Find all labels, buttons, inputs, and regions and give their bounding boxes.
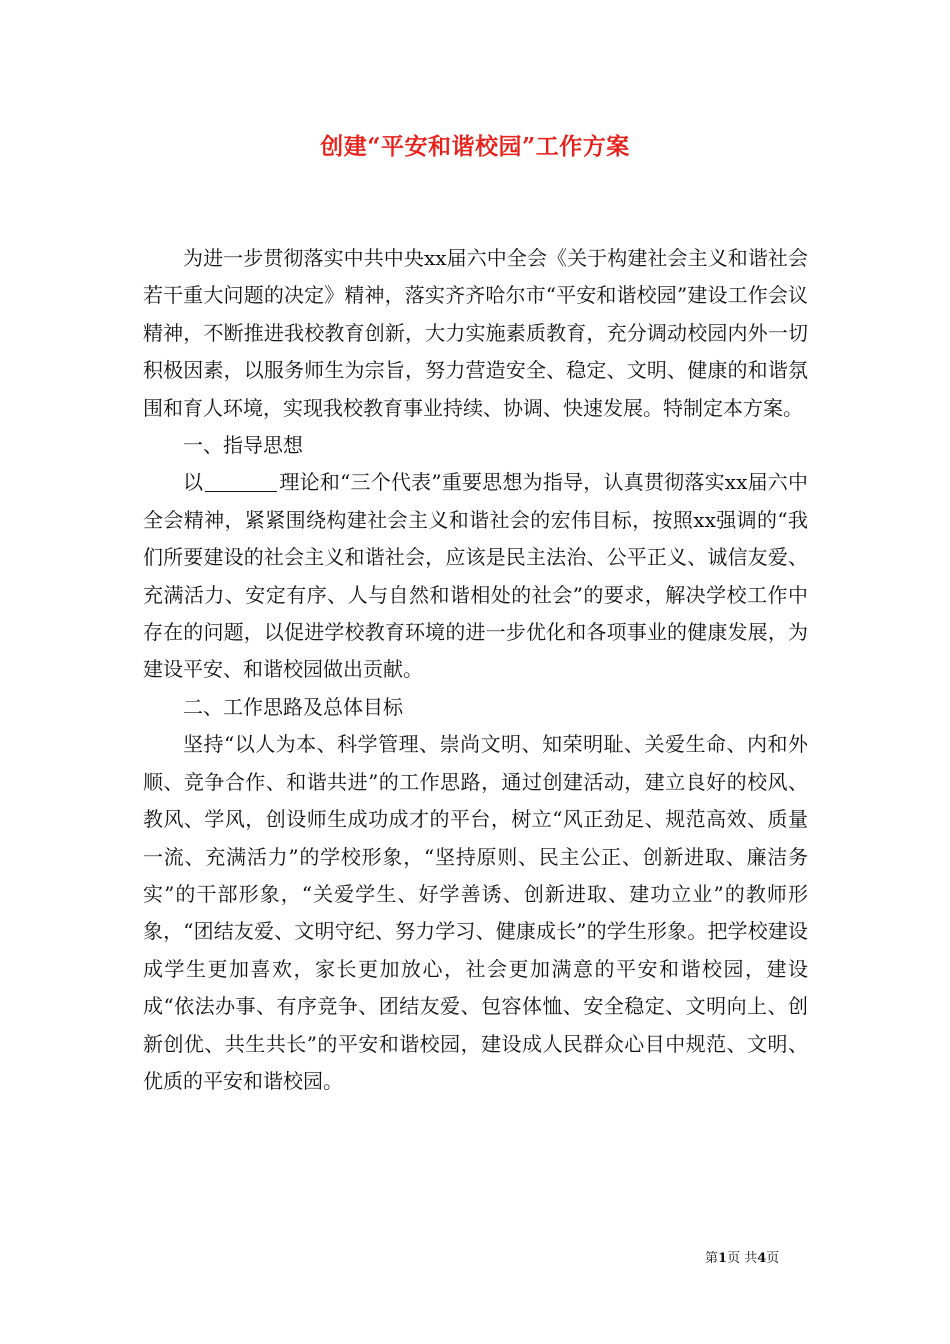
footer-suffix: 页 — [766, 1251, 780, 1266]
guiding-ideology-text-start: 以 — [183, 470, 204, 495]
document-body — [143, 240, 808, 1100]
fill-in-blank — [205, 471, 277, 492]
footer-current-page: 1 — [718, 1251, 728, 1266]
footer-total-pages: 4 — [757, 1251, 767, 1266]
page-number-footer — [705, 1247, 815, 1266]
intro-paragraph: 为进一步贯彻落实中共中央xx届六中全会《关于构建社会主义和谐社会若干重大问题的决定》精神，落实齐齐哈尔市“平安和谐校园”建设工作会议精神，不断推进我校教育创新，大力实施素质教育，充分调动校园内外一切积极因素，以服务师生为宗旨，努力营造安全、稳定、文明、健康的和谐氛围和育人环境，实现我校教育事业持续、协调、快速发展。特制定本方案。 — [143, 246, 808, 420]
work-goals-paragraph: 坚持“以人为本、科学管理、崇尚文明、知荣明耻、关爱生命、内和外顺、竞争合作、和谐共进”的工作思路，通过创建活动，建立良好的校风、教风、学风，创设师生成功成才的平台，树立“风正劲足、规范高效、质量一流、充满活力”的学校形象，“坚持原则、民主公正、创新进取、廉洁务实”的干部形象，“关爱学生、好学善诱、创新进取、建功立业”的教师形象，“团结友爱、文明守纪、努力学习、健康成长”的学生形象。把学校建设成学生更加喜欢，家长更加放心，社会更加满意的平安和谐校园，建设成“依法办事、有序竞争、团结友爱、包容体恤、安全稳定、文明向上、创新创优、共生共长”的平安和谐校园，建设成人民群众心目中规范、文明、优质的平安和谐校园。 — [143, 732, 808, 1093]
footer-prefix: 第 — [705, 1251, 719, 1266]
footer-middle: 页 共 — [727, 1251, 758, 1266]
section-heading-work-goals: 二、工作思路及总体目标 — [183, 694, 403, 719]
guiding-ideology-text-rest: 理论和“三个代表”重要思想为指导，认真贯彻落实xx届六中全会精神，紧紧围绕构建社会主义和谐社会的宏伟目标，按照xx强调的“我们所要建设的社会主义和谐社会，应该是民主法治、公平正义、诚信友爱、充满活力、安定有序、人与自然和谐相处的社会”的要求，解决学校工作中存在的问题，以促进学校教育环境的进一步优化和各项事业的健康发展，为建设平安、和谐校园做出贡献。 — [143, 470, 808, 682]
document-title: 创建“平安和谐校园”工作方案 — [320, 133, 630, 160]
section-heading-guiding-ideology: 一、指导思想 — [183, 433, 303, 458]
guiding-ideology-paragraph — [143, 464, 808, 688]
